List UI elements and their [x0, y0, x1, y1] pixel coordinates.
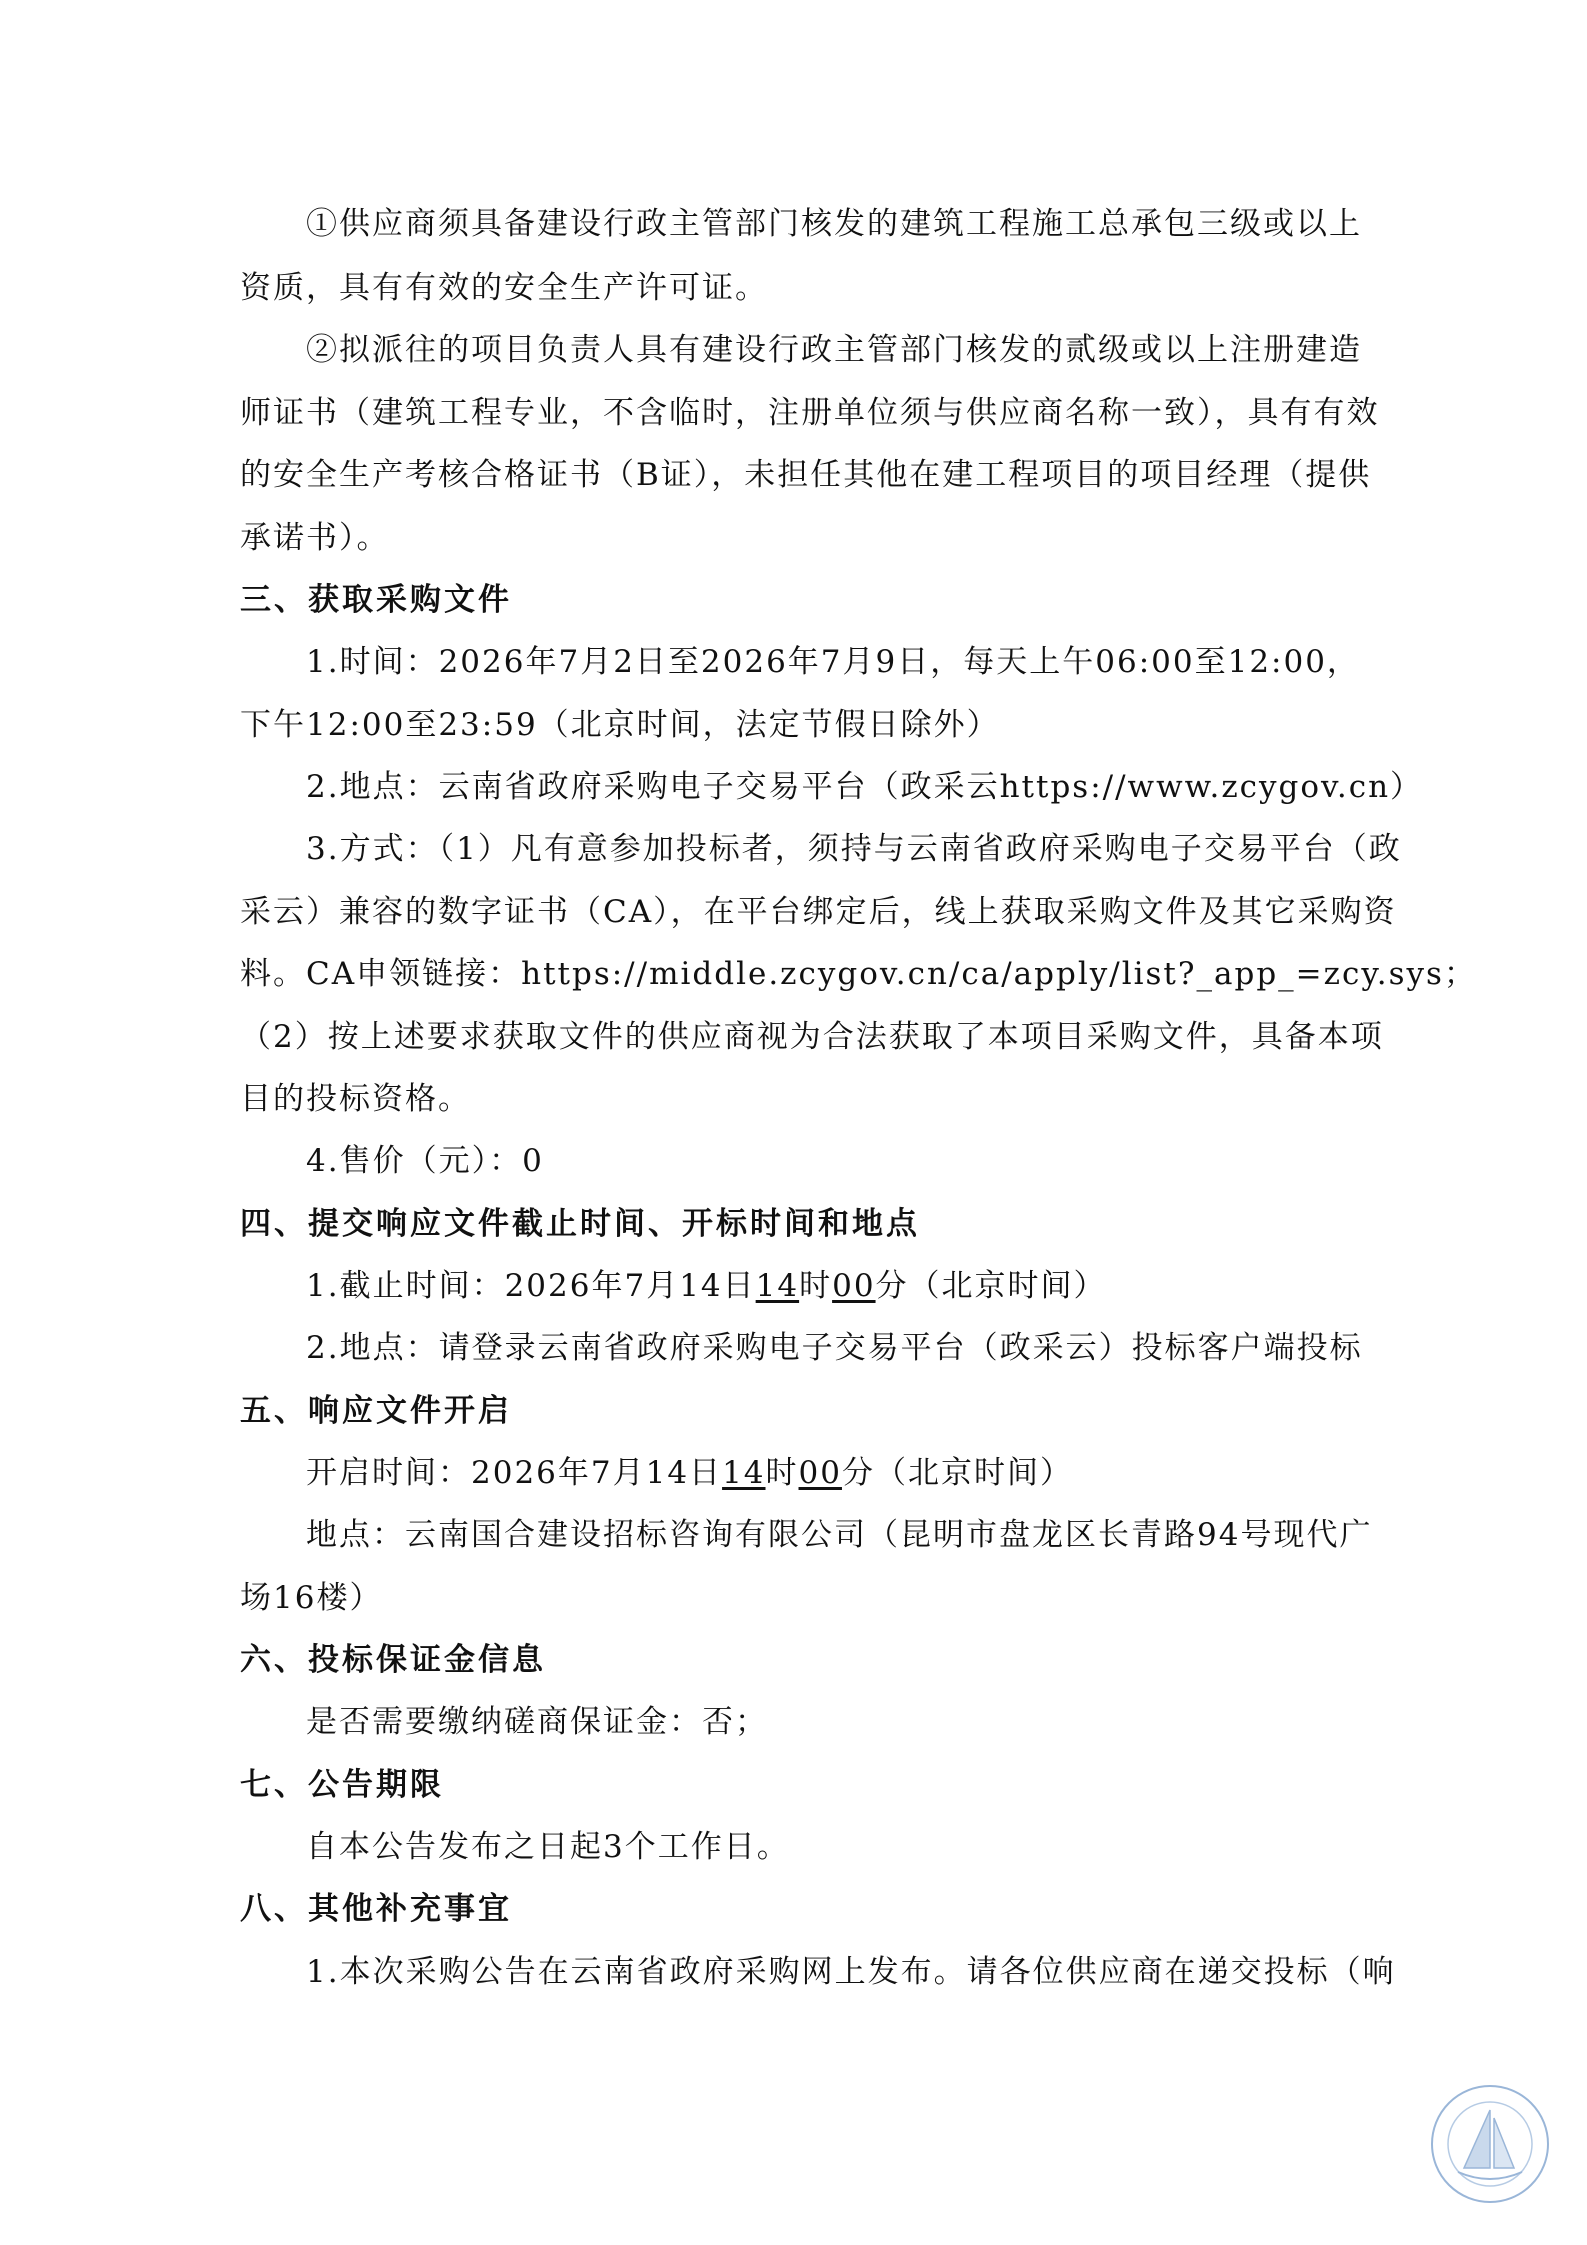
deadline-hour-unit: 时 — [799, 1268, 833, 1304]
section-heading: 五、响应文件开启 — [240, 1393, 512, 1429]
text-line: ②拟派往的项目负责人具有建设行政主管部门核发的贰级或以上注册建造 — [306, 332, 1362, 368]
text-line: 承诺书）。 — [240, 520, 390, 556]
opening-minute: 00 — [798, 1455, 842, 1491]
text-line: 1.时间：2026年7月2日至2026年7月9日，每天上午06:00至12:00， — [306, 644, 1360, 680]
section-heading: 三、获取采购文件 — [240, 582, 512, 618]
text-line: 4.售价（元）：0 — [306, 1143, 544, 1179]
text-line: 下午12:00至23:59（北京时间，法定节假日除外） — [240, 707, 1000, 743]
section-heading: 七、公告期限 — [240, 1767, 444, 1803]
text-line: 地点：云南国合建设招标咨询有限公司（昆明市盘龙区长青路94号现代广 — [306, 1517, 1373, 1553]
text-line: 2.地点：请登录云南省政府采购电子交易平台（政采云）投标客户端投标 — [306, 1330, 1363, 1366]
opening-hour: 14 — [722, 1455, 766, 1491]
school-seal-icon — [1428, 2082, 1552, 2206]
deadline-hour: 14 — [755, 1268, 800, 1304]
text-line: 师证书（建筑工程专业，不含临时，注册单位须与供应商名称一致），具有有效 — [240, 395, 1380, 431]
text-line: 自本公告发布之日起3个工作日。 — [306, 1829, 790, 1865]
text-line: 2.地点：云南省政府采购电子交易平台（政采云https://www.zcygov.cn） — [306, 769, 1424, 805]
text-line: （2）按上述要求获取文件的供应商视为合法获取了本项目采购文件，具备本项 — [240, 1019, 1384, 1055]
text-line: 料。CA申领链接：https://middle.zcygov.cn/ca/apply/list?_app_=zcy.sys； — [240, 956, 1477, 992]
section-heading: 四、提交响应文件截止时间、开标时间和地点 — [240, 1206, 920, 1242]
deadline-date: 1.截止时间：2026年7月14日 — [306, 1268, 756, 1304]
opening-suffix: 分（北京时间） — [841, 1455, 1073, 1491]
text-line: 目的投标资格。 — [240, 1081, 471, 1117]
text-line: 1.本次采购公告在云南省政府采购网上发布。请各位供应商在递交投标（响 — [306, 1954, 1396, 1990]
text-line: 采云）兼容的数字证书（CA），在平台绑定后，线上获取采购文件及其它采购资 — [240, 894, 1397, 930]
opening-time-line — [306, 1453, 1345, 1493]
text-line: 是否需要缴纳磋商保证金：否； — [306, 1704, 768, 1740]
text-line: ①供应商须具备建设行政主管部门核发的建筑工程施工总承包三级或以上 — [306, 206, 1362, 242]
opening-hour-unit: 时 — [765, 1455, 799, 1491]
text-line: 资质，具有有效的安全生产许可证。 — [240, 270, 768, 306]
deadline-minute: 00 — [832, 1268, 876, 1304]
text-line: 的安全生产考核合格证书（B证），未担任其他在建工程项目的项目经理（提供 — [240, 457, 1372, 493]
section-heading: 六、投标保证金信息 — [240, 1642, 546, 1678]
opening-date: 开启时间：2026年7月14日 — [306, 1455, 723, 1491]
section-heading: 八、其他补充事宜 — [240, 1891, 512, 1927]
deadline-suffix: 分（北京时间） — [875, 1268, 1107, 1304]
text-line: 3.方式：（1）凡有意参加投标者，须持与云南省政府采购电子交易平台（政 — [306, 831, 1402, 867]
deadline-line — [306, 1266, 1345, 1306]
text-line: 场16楼） — [240, 1580, 383, 1616]
